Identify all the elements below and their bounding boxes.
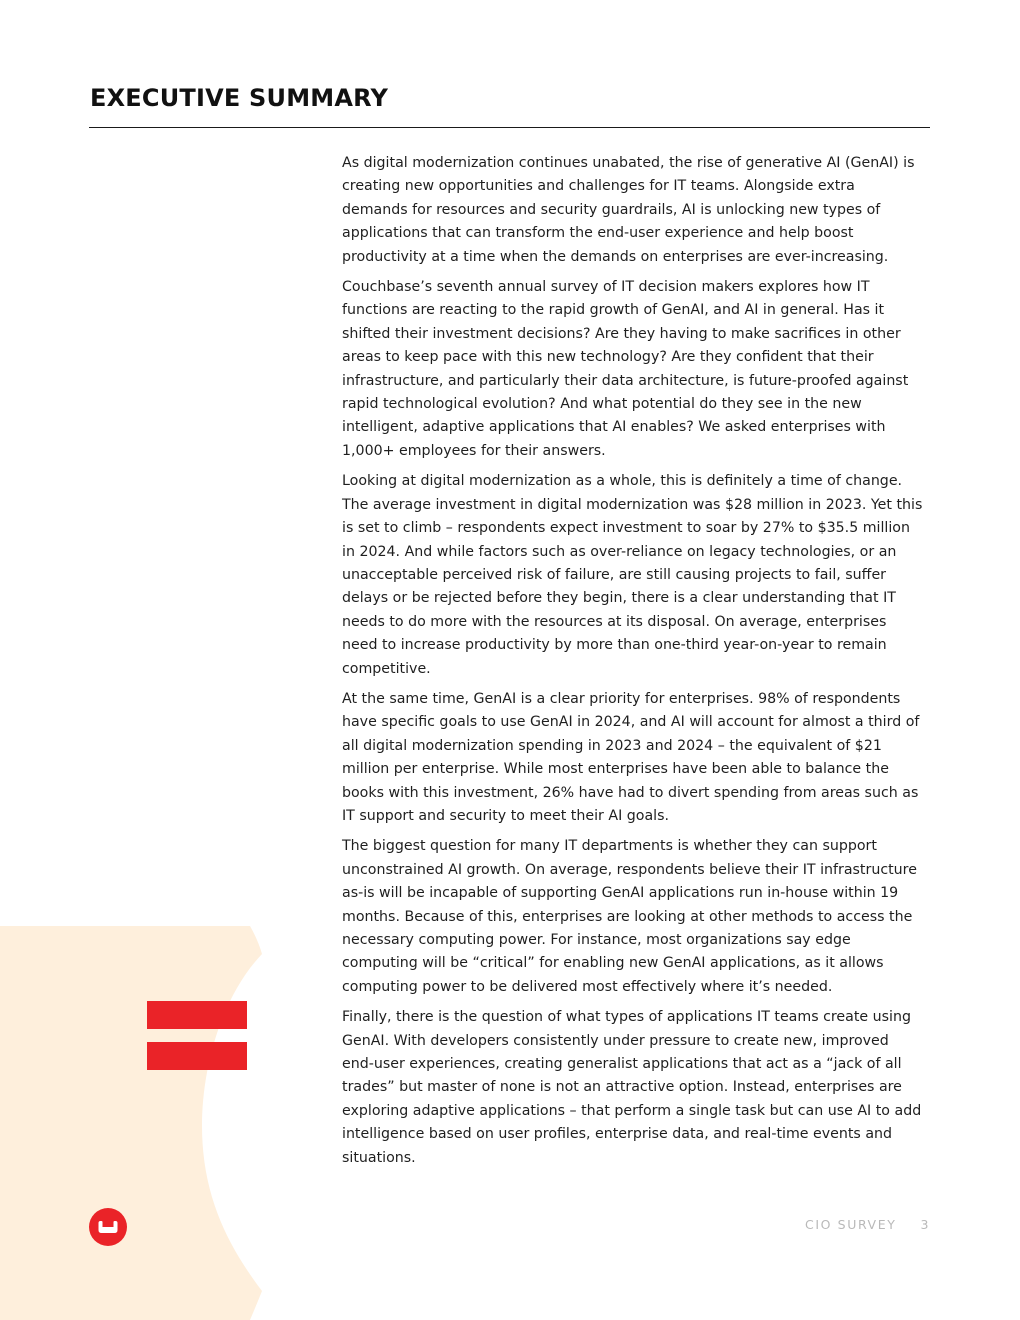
paragraph-survey: Couchbase’s seventh annual survey of IT decision makers explores how IT functions are reacting to the rapid growth of GenAI, and AI in general. Has it shifted their investment decisions? Are they having to make sacrifices in other areas to keep pace with this new technology? Are they confident that their infrastructure, and particularly their data architecture, is future-proofed against rapid technological evolution? And what potential do they see in the new intelligent, adaptive applications that AI enables? We asked enterprises with 1,000+ employees for their answers. [342,279,909,459]
page-title: EXECUTIVE SUMMARY [90,84,389,112]
paragraph-infrastructure: The biggest question for many IT departments is whether they can support unconstrained AI growth. On average, respondents believe their IT infrastructure as-is will be incapable of supporting GenAI applications run in-house within 19 months. Because of this, enterprises are looking at other methods to access the necessary computing power. For instance, most organizations say edge computing will be “critical” for enabling new GenAI applications, as it allows computing power to be delivered most effectively where it’s needed. [342,838,917,995]
red-bar-top [147,1001,247,1029]
page-number: 3 [920,1217,930,1232]
paragraph-genai-priority: At the same time, GenAI is a clear priority for enterprises. 98% of respondents have specific goals to use GenAI in 2024, and AI will account for almost a third of all digital modernization spending in 2023 and 2024 – the equivalent of $21 million per enterprise. While most enterprises have been able to balance the books with this investment, 26% have had to divert spending from areas such as IT support and security to meet their AI goals. [342,690,920,824]
title-divider [89,127,930,128]
footer [805,1217,930,1232]
red-bar-bottom [147,1042,247,1070]
body-text-column [342,152,924,1177]
paragraph-intro: As digital modernization continues unabated, the rise of generative AI (GenAI) is creating new opportunities and challenges for IT teams. Alongside extra demands for resources and security guardrails, AI is unlocking new types of applications that can transform the end-user experience and help boost productivity at a time when the demands on enterprises are ever-increasing. [342,155,915,265]
decorative-cream-shape [0,926,270,1320]
couchbase-logo-icon [89,1208,127,1246]
paragraph-applications: Finally, there is the question of what types of applications IT teams create using GenAI. With developers consistently under pressure to create new, improved end-user experiences, creating generalist applications that act as a “jack of all trades” but master of none is not an attractive option. Instead, enterprises are exploring adaptive applications – that perform a single task but can use AI to add intelligence based on user profiles, enterprise data, and real-time events and situations. [342,1009,922,1166]
footer-label: CIO SURVEY [805,1217,897,1232]
paragraph-modernization: Looking at digital modernization as a whole, this is definitely a time of change. The average investment in digital modernization was $28 million in 2023. Yet this is set to climb – respondents expect investment to soar by 27% to $35.5 million in 2024. And while factors such as over-reliance on legacy technologies, or an unacceptable perceived risk of failure, are still causing projects to fail, suffer delays or be rejected before they begin, there is a clear understanding that IT needs to do more with the resources at its disposal. On average, enterprises need to increase productivity by more than one-third year-on-year to remain competitive. [342,473,923,677]
